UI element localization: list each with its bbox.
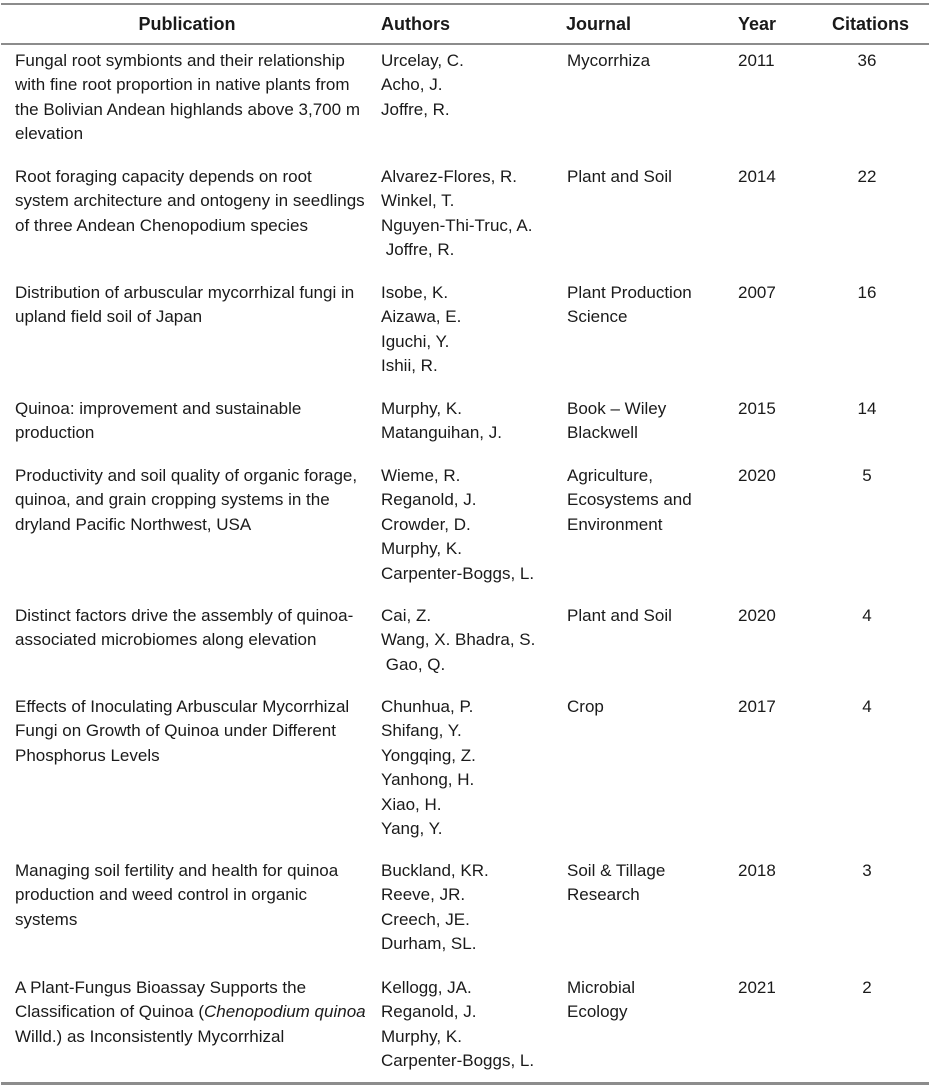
- author-name: Creech, JE.: [381, 909, 470, 929]
- journal-line: Plant and Soil: [567, 606, 672, 625]
- header-publication: Publication: [138, 14, 236, 34]
- header-journal: Journal: [566, 14, 632, 34]
- journal-line: Book – Wiley: [567, 399, 667, 418]
- title-line: production: [15, 423, 95, 443]
- title-line: system architecture and ontogeny in seedlings: [15, 191, 365, 211]
- title-line: of three Andean Chenopodium species: [15, 215, 308, 235]
- author-name: Reganold, J.: [381, 1002, 477, 1022]
- table-top-rule: [1, 3, 929, 5]
- journal-cell: [567, 49, 650, 73]
- citations-cell: 36: [857, 51, 877, 70]
- publication-cell: [15, 165, 365, 238]
- title-text: Classification of Quinoa (: [15, 1002, 204, 1022]
- header-citations: Citations: [832, 14, 910, 34]
- title-line: upland field soil of Japan: [15, 307, 203, 327]
- year-cell: 2020: [738, 606, 776, 625]
- title-line: Fungi on Growth of Quinoa under Different: [15, 721, 336, 741]
- journal-line: Plant Production: [567, 283, 692, 302]
- year-cell: 2015: [738, 399, 776, 418]
- journal-line: Soil & Tillage: [567, 861, 666, 880]
- title-line: Quinoa: improvement and sustainable: [15, 399, 302, 418]
- author-name: Aizawa, E.: [381, 307, 462, 327]
- author-name: Isobe, K.: [381, 283, 449, 302]
- species-name: Chenopodium quinoa: [203, 1002, 366, 1022]
- title-line: Phosphorus Levels: [15, 745, 160, 765]
- author-name: Acho, J.: [381, 75, 443, 95]
- author-name: Carpenter-Boggs, L.: [381, 1051, 535, 1071]
- author-name: Murphy, K.: [381, 539, 462, 559]
- journal-line: Blackwell: [567, 423, 638, 443]
- journal-line: Ecology: [567, 1002, 628, 1022]
- citations-cell: 3: [862, 861, 872, 880]
- journal-line: Environment: [567, 514, 663, 534]
- publication-cell: [15, 976, 366, 1049]
- title-line: Managing soil fertility and health for quinoa: [15, 861, 339, 880]
- publication-cell: [15, 397, 301, 446]
- author-name: Ishii, R.: [381, 356, 438, 376]
- title-line: elevation: [15, 124, 84, 144]
- author-name: Yongqing, Z.: [381, 745, 476, 765]
- authors-cell: [381, 695, 476, 841]
- year-cell: 2021: [738, 978, 776, 997]
- title-line: quinoa, and grain cropping systems in the: [15, 490, 330, 510]
- title-line: [15, 1000, 366, 1024]
- journal-line: Plant and Soil: [567, 167, 672, 186]
- author-name: Chunhua, P.: [381, 697, 474, 716]
- journal-line: Agriculture,: [567, 466, 653, 485]
- title-line: Productivity and soil quality of organic forage,: [15, 466, 358, 485]
- header-year: Year: [738, 14, 777, 34]
- citations-cell: 16: [857, 283, 877, 302]
- author-name: Matanguihan, J.: [381, 423, 502, 443]
- publication-cell: [15, 695, 349, 768]
- author-name: Alvarez-Flores, R.: [381, 167, 518, 186]
- author-name: Joffre, R.: [381, 240, 455, 260]
- authors-cell: [381, 165, 532, 263]
- title-line: systems: [15, 909, 78, 929]
- journal-cell: [567, 859, 665, 908]
- author-name: Cai, Z.: [381, 606, 432, 625]
- title-line: Root foraging capacity depends on root: [15, 167, 312, 186]
- citations-cell: 2: [862, 978, 872, 997]
- authors-cell: [381, 976, 534, 1074]
- author-name: Nguyen-Thi-Truc, A.: [381, 215, 533, 235]
- journal-line: Ecosystems and: [567, 490, 692, 510]
- author-name: Yanhong, H.: [381, 770, 475, 790]
- title-line: with fine root proportion in native plants from: [15, 75, 350, 95]
- author-name: Joffre, R.: [381, 99, 450, 119]
- publication-cell: [15, 859, 338, 932]
- author-name: Urcelay, C.: [381, 51, 464, 70]
- author-name: Buckland, KR.: [381, 861, 489, 880]
- authors-cell: [381, 281, 461, 379]
- citations-cell: 14: [857, 399, 877, 418]
- author-name: Kellogg, JA.: [381, 978, 472, 997]
- citations-cell: 22: [857, 167, 877, 186]
- citations-cell: 5: [862, 466, 872, 485]
- publication-cell: [15, 281, 354, 330]
- title-line: Effects of Inoculating Arbuscular Mycorrhizal: [15, 697, 350, 716]
- journal-cell: [567, 604, 672, 628]
- author-name: Carpenter-Boggs, L.: [381, 563, 535, 583]
- title-line: production and weed control in organic: [15, 885, 308, 905]
- author-name: Gao, Q.: [381, 654, 446, 674]
- title-line: the Bolivian Andean highlands above 3,700 m: [15, 99, 360, 119]
- authors-cell: [381, 859, 489, 957]
- year-cell: 2017: [738, 697, 776, 716]
- journal-line: Science: [567, 307, 628, 327]
- author-name: Iguchi, Y.: [381, 331, 450, 351]
- author-name: Wang, X. Bhadra, S.: [381, 630, 536, 650]
- author-name: Xiao, H.: [381, 794, 442, 814]
- header-authors: Authors: [381, 14, 450, 34]
- author-name: Murphy, K.: [381, 1026, 462, 1046]
- author-name: Wieme, R.: [381, 466, 461, 485]
- publication-cell: [15, 49, 360, 147]
- year-cell: 2014: [738, 167, 776, 186]
- authors-cell: [381, 397, 502, 446]
- author-name: Crowder, D.: [381, 514, 471, 534]
- author-name: Winkel, T.: [381, 191, 455, 211]
- authors-cell: [381, 464, 534, 586]
- header-rule: [1, 43, 929, 45]
- journal-line: Crop: [567, 697, 604, 716]
- author-name: Durham, SL.: [381, 934, 477, 954]
- table-bottom-rule: [1, 1082, 929, 1085]
- authors-cell: [381, 604, 535, 677]
- journal-cell: [567, 695, 604, 719]
- journal-cell: [567, 976, 635, 1025]
- title-line: Distribution of arbuscular mycorrhizal fungi in: [15, 283, 355, 302]
- title-line: Fungal root symbionts and their relationship: [15, 51, 345, 70]
- title-line: associated microbiomes along elevation: [15, 630, 317, 650]
- authors-cell: [381, 49, 464, 122]
- journal-line: Microbial: [567, 978, 636, 997]
- year-cell: 2018: [738, 861, 776, 880]
- citations-cell: 4: [862, 606, 872, 625]
- publication-cell: [15, 604, 353, 653]
- title-line: Willd.) as Inconsistently Mycorrhizal: [15, 1026, 285, 1046]
- author-name: Murphy, K.: [381, 399, 462, 418]
- author-name: Shifang, Y.: [381, 721, 462, 741]
- title-line: Distinct factors drive the assembly of quinoa-: [15, 606, 354, 625]
- journal-cell: [567, 464, 692, 537]
- author-name: Yang, Y.: [381, 818, 443, 838]
- title-line: dryland Pacific Northwest, USA: [15, 514, 252, 534]
- author-name: Reeve, JR.: [381, 885, 466, 905]
- year-cell: 2011: [738, 51, 775, 70]
- author-name: Reganold, J.: [381, 490, 477, 510]
- title-line: A Plant-Fungus Bioassay Supports the: [15, 978, 307, 997]
- journal-cell: [567, 397, 666, 446]
- journal-cell: [567, 281, 692, 330]
- year-cell: 2007: [738, 283, 776, 302]
- journal-line: Research: [567, 885, 640, 905]
- journal-line: Mycorrhiza: [567, 51, 651, 70]
- year-cell: 2020: [738, 466, 776, 485]
- citations-cell: 4: [862, 697, 872, 716]
- journal-cell: [567, 165, 672, 189]
- publications-table: [1, 0, 929, 1088]
- publication-cell: [15, 464, 357, 537]
